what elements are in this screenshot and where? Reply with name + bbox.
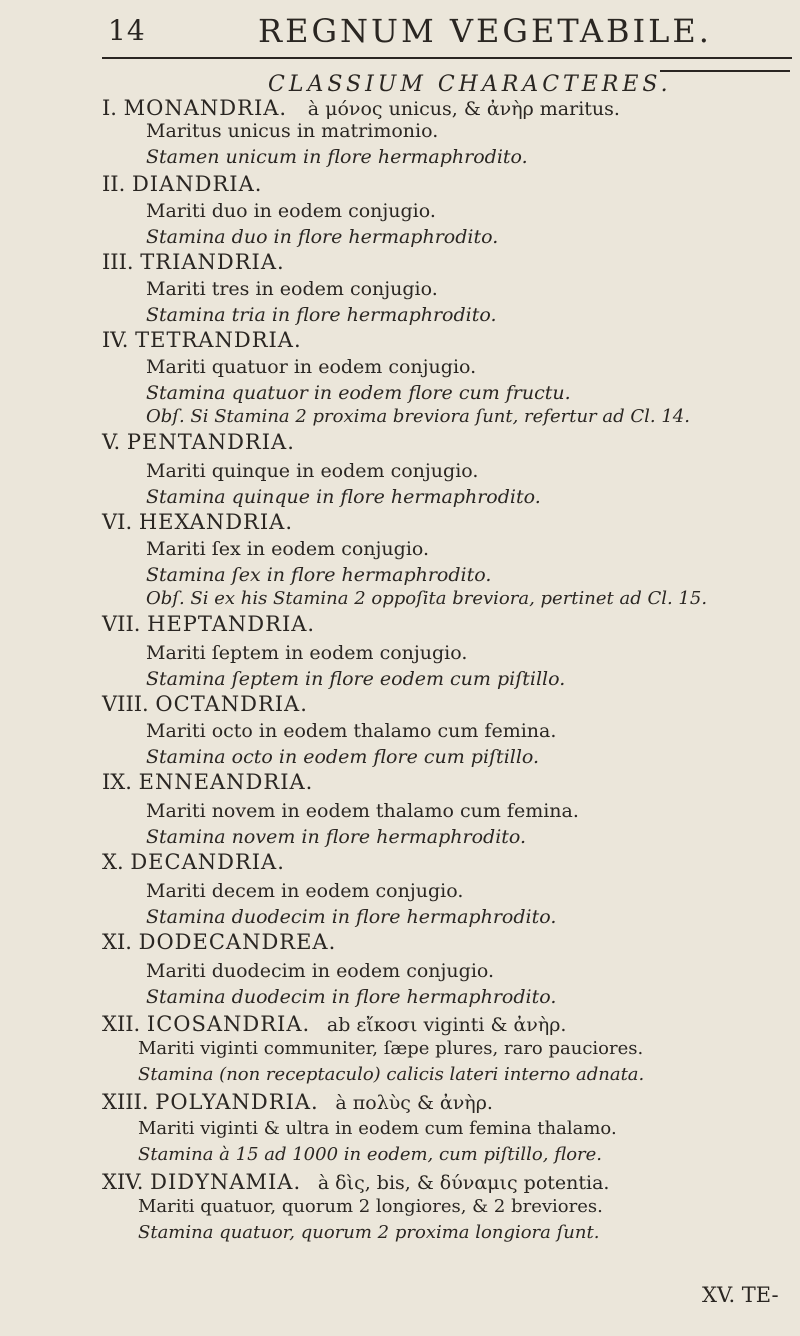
class-character: Stamina à 15 ad 1000 in eodem, cum piſtillo, flore. <box>138 1144 603 1165</box>
class-description: Mariti ſex in eodem conjugio. <box>146 538 430 560</box>
class-character: Stamina ſeptem in flore eodem cum piſtillo. <box>146 668 566 690</box>
class-heading: VII. HEPTANDRIA. <box>102 612 316 636</box>
class-description: Mariti novem in eodem thalamo cum femina. <box>146 800 579 822</box>
class-description: Mariti quatuor in eodem conjugio. <box>146 356 477 378</box>
class-description: Mariti quinque in eodem conjugio. <box>146 460 479 482</box>
class-character: Stamina quinque in flore hermaphrodito. <box>146 486 541 508</box>
class-character: Stamina novem in flore hermaphrodito. <box>146 826 527 848</box>
class-description: Mariti viginti communiter, ſæpe plures, raro pauciores. <box>138 1038 644 1059</box>
class-heading: XII. ICOSANDRIA. ab εἴκοσι viginti & ἀνὴρ. <box>102 1012 567 1036</box>
etymology: à δὶς, bis, & δύναμις potentia. <box>317 1172 610 1194</box>
class-character: Stamina tria in flore hermaphrodito. <box>146 304 497 326</box>
class-character: Stamen unicum in flore hermaphrodito. <box>146 146 528 168</box>
class-heading: VI. HEXANDRIA. <box>102 510 293 534</box>
class-observation: Obſ. Si ex his Stamina 2 oppoſita breviora, pertinet ad Cl. 15. <box>146 588 708 609</box>
class-character: Stamina duo in flore hermaphrodito. <box>146 226 499 248</box>
class-heading: II. DIANDRIA. <box>102 172 263 196</box>
class-character: Stamina octo in eodem flore cum piſtillo. <box>146 746 540 768</box>
etymology: à μόνος unicus, & ἀνὴρ maritus. <box>307 98 620 120</box>
class-character: Stamina quatuor in eodem flore cum fructu. <box>146 382 571 404</box>
catchword: XV. TE- <box>702 1283 779 1307</box>
section-title: CLASSIUM CHARACTERES. <box>268 72 672 97</box>
class-description: Mariti tres in eodem conjugio. <box>146 278 438 300</box>
class-heading: V. PENTANDRIA. <box>102 430 295 454</box>
class-heading: XI. DODECANDREA. <box>102 930 337 954</box>
class-description: Mariti duodecim in eodem conjugio. <box>146 960 495 982</box>
class-heading: IV. TETRANDRIA. <box>102 328 302 352</box>
etymology: à πολὺς & ἀνὴρ. <box>335 1092 493 1114</box>
class-character: Stamina duodecim in flore hermaphrodito. <box>146 906 557 928</box>
header-rule-short <box>660 70 790 72</box>
page-number: 14 <box>108 14 146 47</box>
class-description: Mariti viginti & ultra in eodem cum femina thalamo. <box>138 1118 617 1139</box>
class-description: Mariti quatuor, quorum 2 longiores, & 2 breviores. <box>138 1196 603 1217</box>
class-description: Mariti octo in eodem thalamo cum femina. <box>146 720 557 742</box>
class-heading: XIII. POLYANDRIA. à πολὺς & ἀνὴρ. <box>102 1090 493 1114</box>
class-heading: VIII. OCTANDRIA. <box>102 692 308 716</box>
class-description: Mariti ſeptem in eodem conjugio. <box>146 642 468 664</box>
class-description: Mariti duo in eodem conjugio. <box>146 200 436 222</box>
class-heading: XIV. DIDYNAMIA. à δὶς, bis, & δύναμις potentia. <box>102 1170 610 1194</box>
class-heading: III. TRIANDRIA. <box>102 250 285 274</box>
class-character: Stamina ſex in flore hermaphrodito. <box>146 564 492 586</box>
etymology: ab εἴκοσι viginti & ἀνὴρ. <box>326 1014 567 1036</box>
class-heading: X. DECANDRIA. <box>102 850 285 874</box>
class-character: Stamina (non receptaculo) calicis lateri interno adnata. <box>138 1064 645 1085</box>
class-description: Mariti decem in eodem conjugio. <box>146 880 464 902</box>
class-description: Maritus unicus in matrimonio. <box>146 120 439 142</box>
header-rule <box>102 57 792 59</box>
class-character: Stamina duodecim in flore hermaphrodito. <box>146 986 557 1008</box>
class-character: Stamina quatuor, quorum 2 proxima longiora ſunt. <box>138 1222 600 1243</box>
class-heading: IX. ENNEANDRIA. <box>102 770 314 794</box>
class-observation: Obſ. Si Stamina 2 proxima breviora ſunt, refertur ad Cl. 14. <box>146 406 690 427</box>
class-heading: I. MONANDRIA. à μόνος unicus, & ἀνὴρ maritus. <box>102 96 620 120</box>
running-head: REGNUM VEGETABILE. <box>258 12 712 50</box>
